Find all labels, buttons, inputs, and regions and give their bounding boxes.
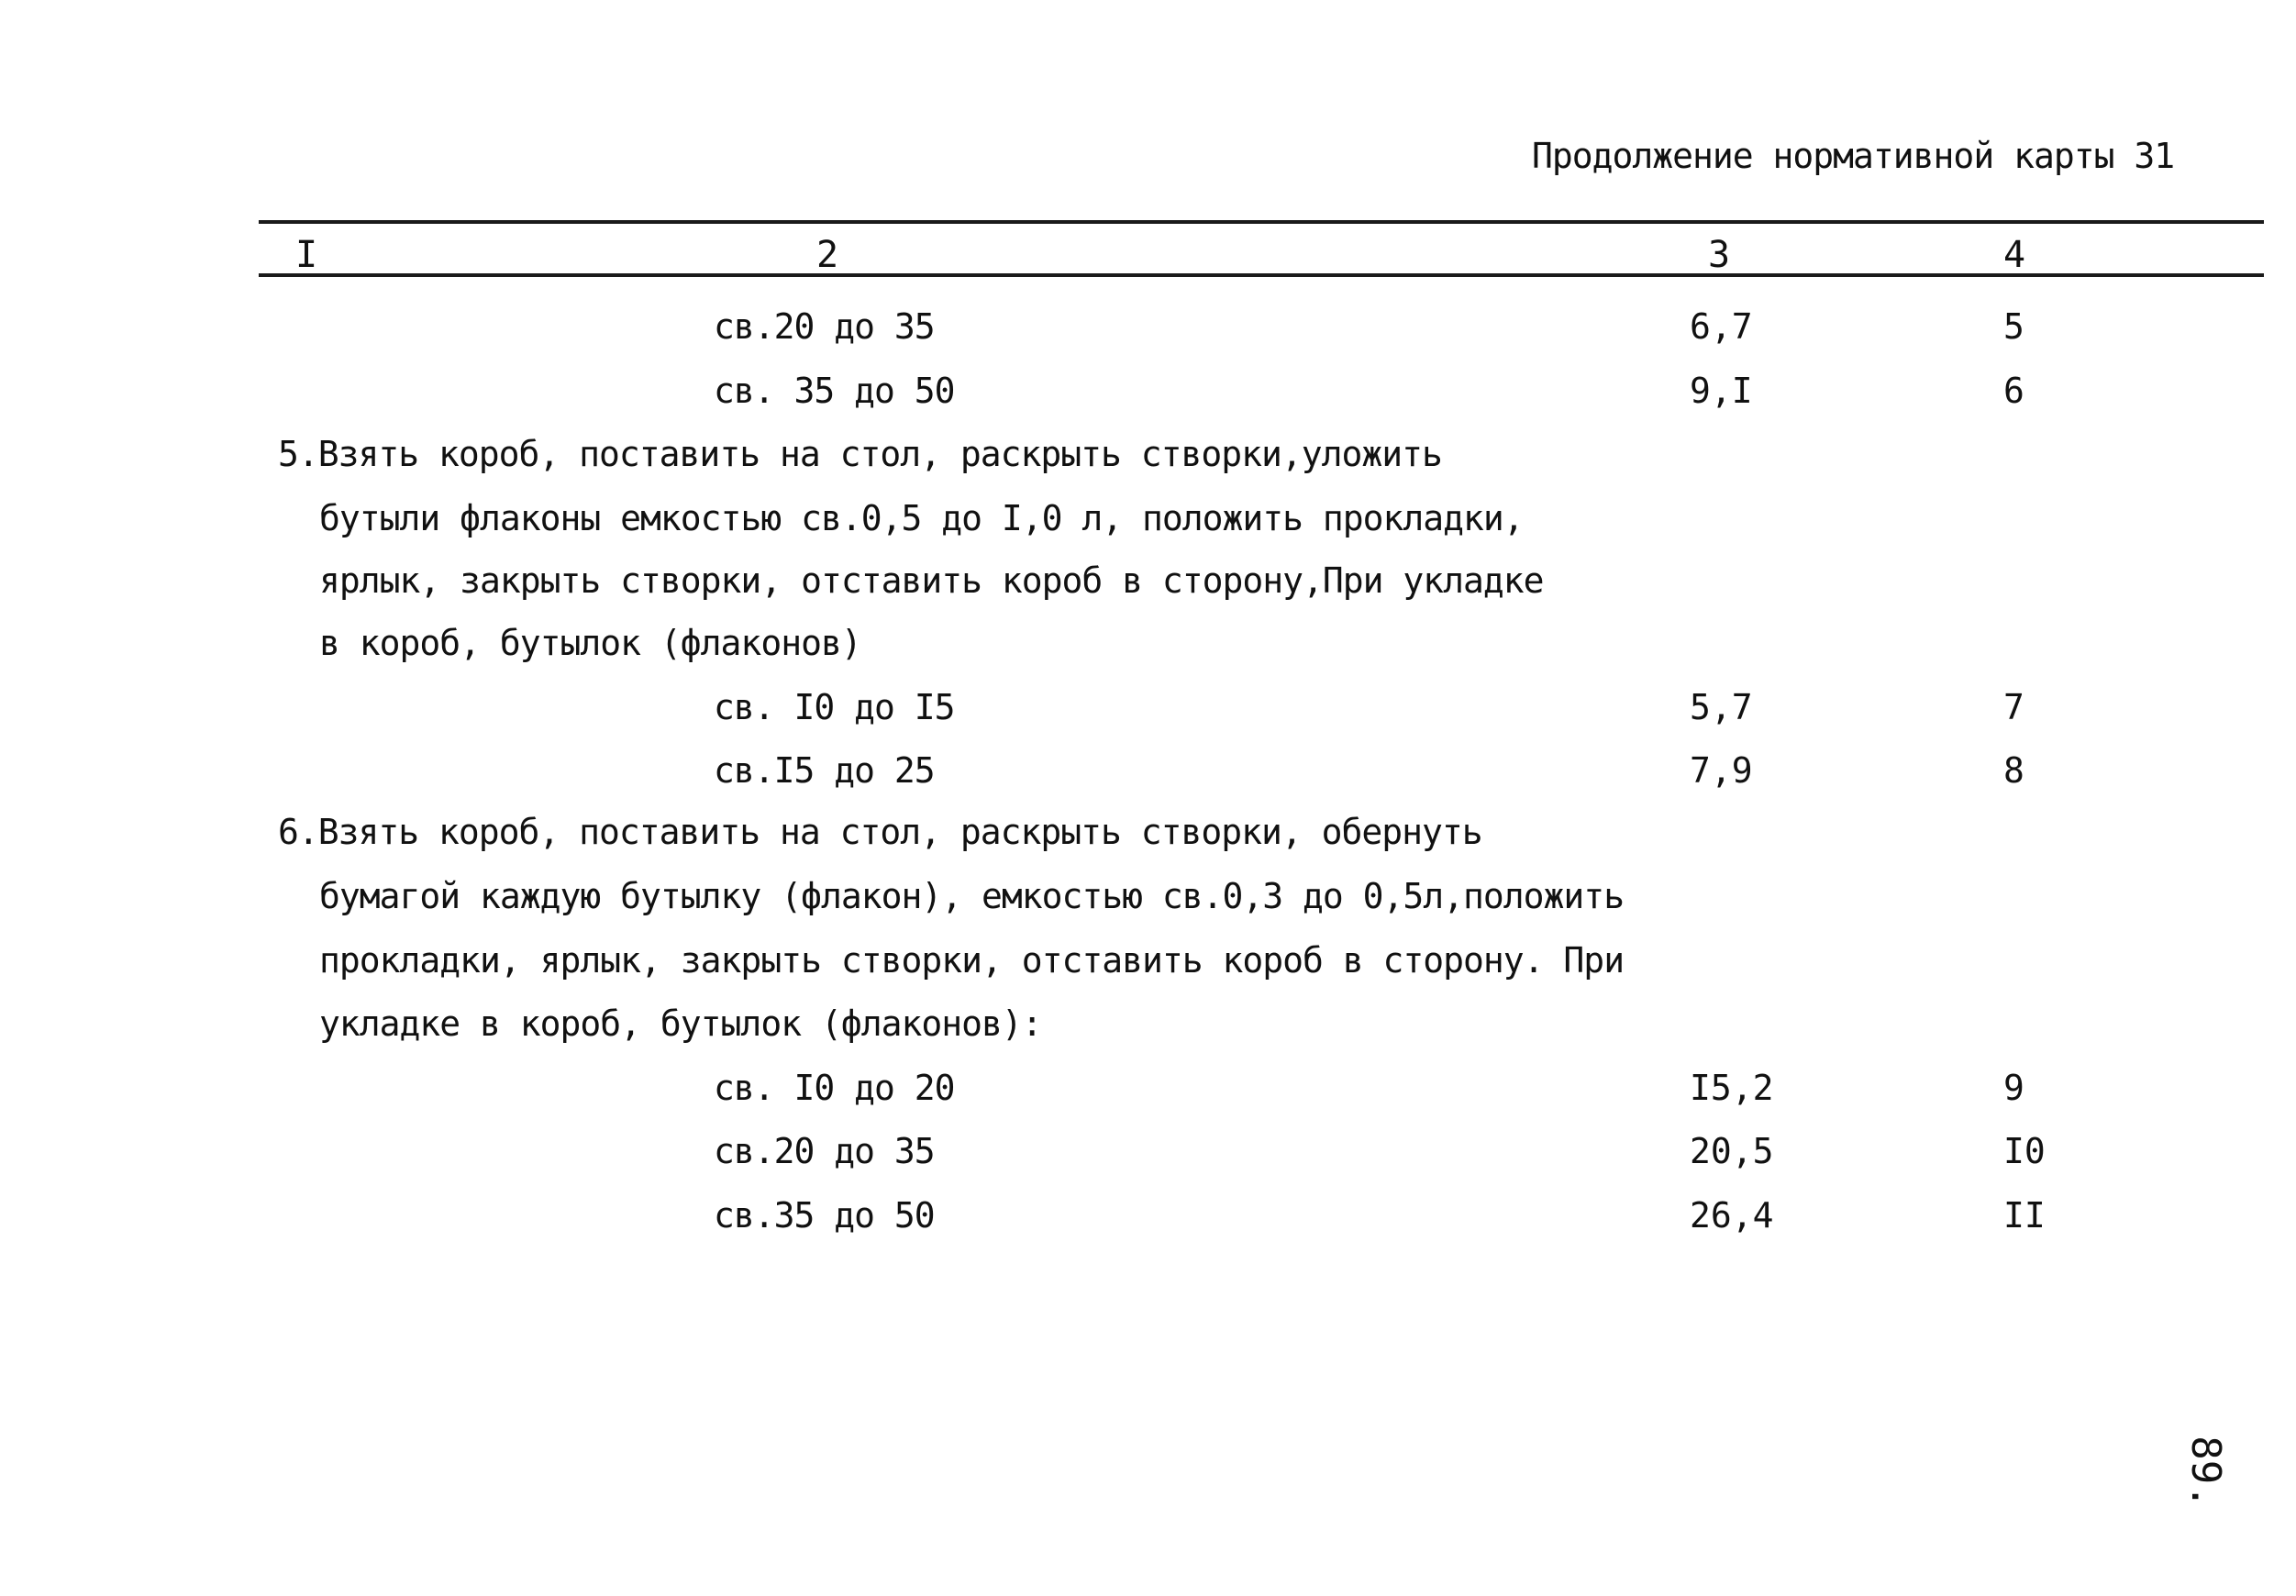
row-number-cell: 9 <box>2003 1068 2024 1108</box>
range-cell: св.20 до 35 <box>714 1131 935 1171</box>
range-cell: св.20 до 35 <box>714 306 935 347</box>
norm-value-cell: 20,5 <box>1690 1131 1774 1171</box>
item-5-description-line: бутыли флаконы емкостью св.0,5 до I,0 л, положить прокладки, <box>319 498 1524 538</box>
row-number-cell: II <box>2003 1195 2046 1236</box>
row-number-cell: I0 <box>2003 1131 2046 1171</box>
page-number: 89. <box>2182 1435 2229 1509</box>
column-header-2: 2 <box>816 234 839 276</box>
norm-value-cell: 26,4 <box>1690 1195 1774 1236</box>
row-number-cell: 5 <box>2003 306 2024 347</box>
table-top-rule <box>259 220 2264 224</box>
norm-value-cell: 7,9 <box>1690 750 1753 791</box>
range-cell: св. I0 до 20 <box>714 1068 955 1108</box>
norm-value-cell: 5,7 <box>1690 687 1753 727</box>
item-6-description-line: бумагой каждую бутылку (флакон), емкостью св.0,3 до 0,5л,положить <box>319 876 1625 916</box>
table-header-rule <box>259 273 2264 277</box>
range-cell: св.I5 до 25 <box>714 750 935 791</box>
norm-value-cell: I5,2 <box>1690 1068 1774 1108</box>
item-5-description-line: в короб, бутылок (флаконов) <box>319 623 861 663</box>
norm-value-cell: 6,7 <box>1690 306 1753 347</box>
range-cell: св. 35 до 50 <box>714 371 955 411</box>
column-header-3: 3 <box>1708 234 1731 276</box>
column-header-4: 4 <box>2003 234 2026 276</box>
norm-value-cell: 9,I <box>1690 371 1753 411</box>
row-number-cell: 8 <box>2003 750 2024 791</box>
item-6-description-line: укладке в короб, бутылок (флаконов): <box>319 1003 1042 1044</box>
range-cell: св.35 до 50 <box>714 1195 935 1236</box>
range-cell: св. I0 до I5 <box>714 687 955 727</box>
item-5-description-line: ярлык, закрыть створки, отставить короб в сторону,При укладке <box>319 560 1544 601</box>
page-header-title: Продолжение нормативной карты 31 <box>1532 136 2175 176</box>
row-number-cell: 7 <box>2003 687 2024 727</box>
item-6-description-line: 6.Взять короб, поставить на стол, раскрыть створки, обернуть <box>278 812 1482 852</box>
item-5-description-line: 5.Взять короб, поставить на стол, раскрыть створки,уложить <box>278 434 1442 474</box>
item-6-description-line: прокладки, ярлык, закрыть створки, отставить короб в сторону. При <box>319 940 1625 981</box>
column-header-1: I <box>295 234 318 276</box>
row-number-cell: 6 <box>2003 371 2024 411</box>
